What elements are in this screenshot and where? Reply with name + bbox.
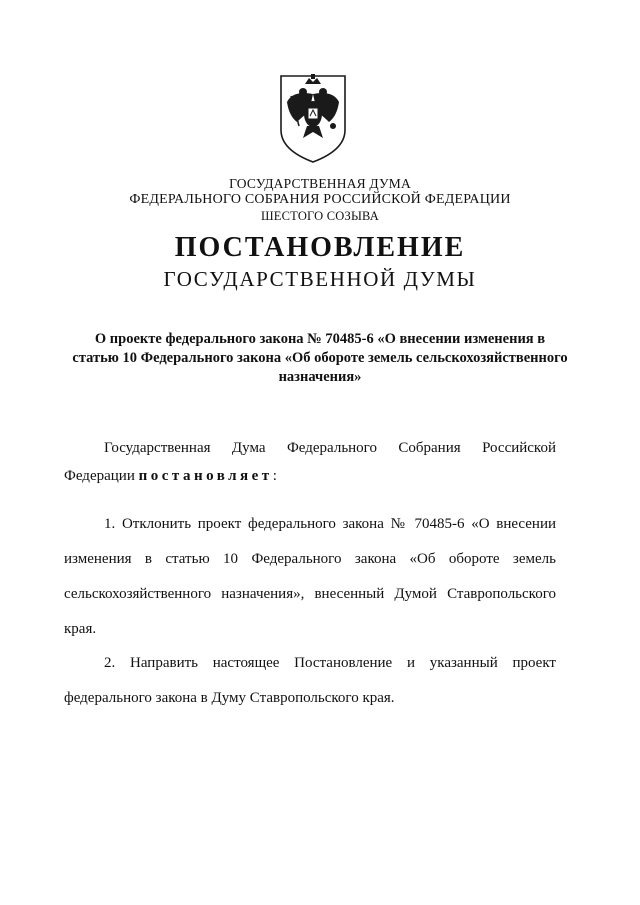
intro-verb: постановляет <box>138 468 273 484</box>
document-subtitle: ГОСУДАРСТВЕННОЙ ДУМЫ <box>163 267 477 291</box>
resolution-item-1: 1. Отклонить проект федерального закона № 70485-6 «О внесении изменения в статью 10 Федерального закона «Об обороте земель сельскохозяйственного назначения», внесенный Думой Ставропольского края. <box>64 516 556 637</box>
document-subject: О проекте федерального закона № 70485-6 «О внесении изменения в статью 10 Федерального закона «Об обороте земель сельскохозяйственного назначения» <box>72 331 568 385</box>
coat-of-arms-icon <box>275 72 351 164</box>
intro-colon: : <box>272 468 277 484</box>
header-line-federal-assembly: ФЕДЕРАЛЬНОГО СОБРАНИЯ РОССИЙСКОЙ ФЕДЕРАЦИИ <box>129 192 511 207</box>
document-title: ПОСТАНОВЛЕНИЕ <box>174 232 466 263</box>
header-line-convocation: ШЕСТОГО СОЗЫВА <box>260 209 380 223</box>
intro-text: Государственная Дума Федерального Собрания Российской Федерации <box>64 440 556 484</box>
header-line-duma: ГОСУДАРСТВЕННАЯ ДУМА <box>229 176 411 191</box>
resolution-item-2: 2. Направить настоящее Постановление и указанный проект федерального закона в Думу Ставропольского края. <box>64 655 556 706</box>
intro-paragraph <box>64 434 556 490</box>
